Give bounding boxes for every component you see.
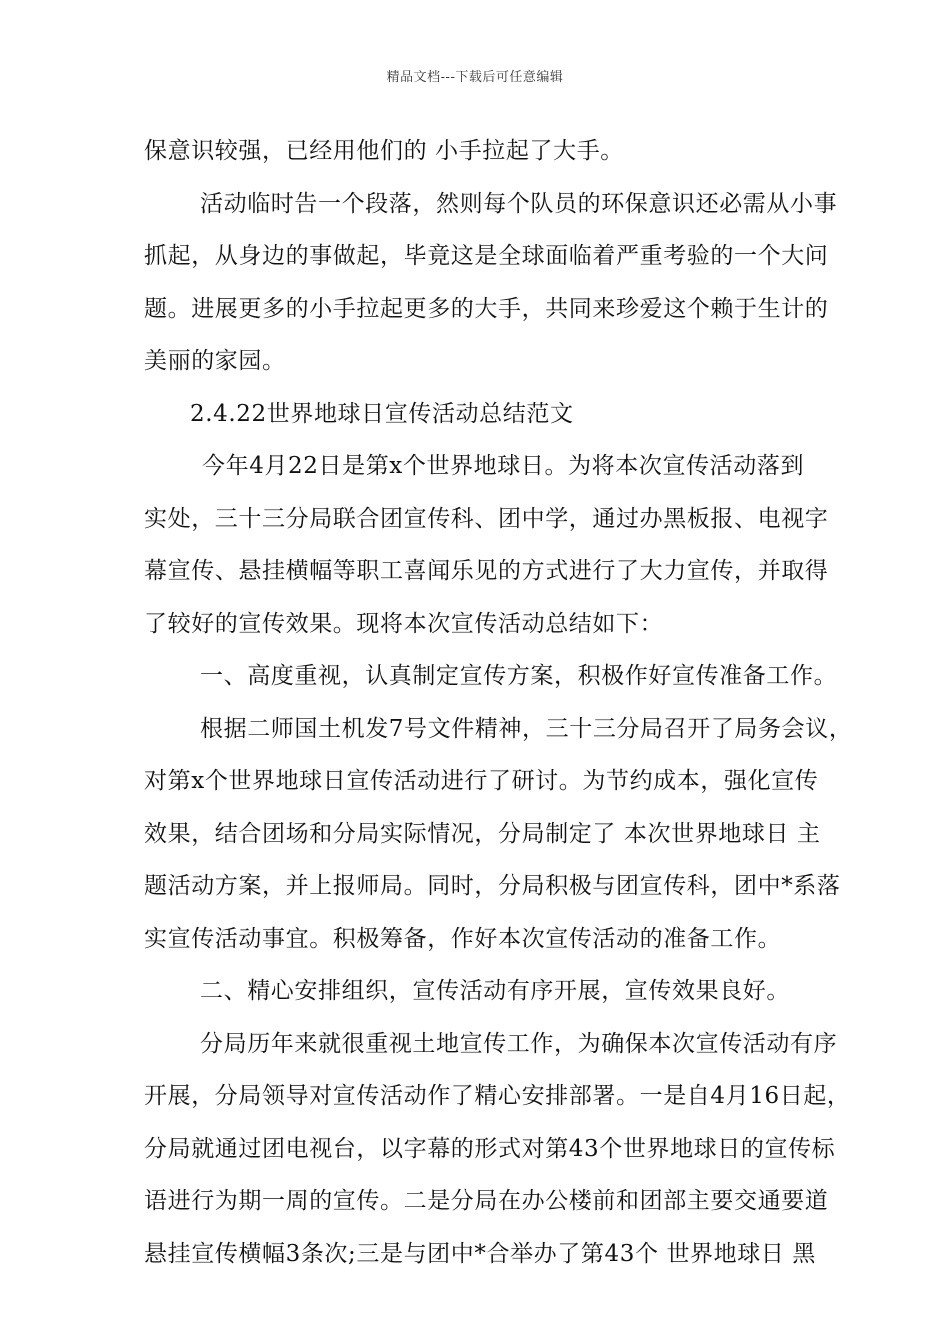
text-line: 悬挂宣传横幅3条次;三是与团中*合举办了第43个 世界地球日 黑 <box>144 1240 816 1267</box>
page-header: 精品文档---下载后可任意编辑 <box>386 70 564 85</box>
subheading: 一、高度重视，认真制定宣传方案，积极作好宣传准备工作。 <box>200 663 838 689</box>
text-line: 分局历年来就很重视土地宣传工作，为确保本次宣传活动有序 <box>200 1030 838 1057</box>
text-line: 抓起，从身边的事做起，毕竟这是全球面临着严重考验的一个大问 <box>144 243 829 269</box>
text-line: 了较好的宣传效果。现将本次宣传活动总结如下： <box>144 610 664 637</box>
text-line: 效果，结合团场和分局实际情况，分局制定了 本次世界地球日 主 <box>144 820 821 847</box>
text-line: 保意识较强，已经用他们的 小手拉起了大手。 <box>144 138 624 164</box>
body-text <box>144 125 853 1280</box>
text-line: 今年4月22日是第x个世界地球日。为将本次宣传活动落到 <box>202 453 805 479</box>
text-line: 幕宣传、悬挂横幅等职工喜闻乐见的方式进行了大力宣传，并取得 <box>144 558 829 584</box>
text-line: 语进行为期一周的宣传。二是分局在办公楼前和团部主要交通要道 <box>144 1188 829 1214</box>
text-line: 对第x个世界地球日宣传活动进行了研讨。为节约成本，强化宣传 <box>144 768 819 794</box>
text-line: 分局就通过团电视台，以字幕的形式对第43个世界地球日的宣传标 <box>144 1135 836 1162</box>
section-heading: 2.4.22世界地球日宣传活动总结范文 <box>190 400 574 427</box>
text-line: 开展，分局领导对宣传活动作了精心安排部署。一是自4月16日起， <box>144 1083 851 1109</box>
text-line: 题活动方案，并上报师局。同时，分局积极与团宣传科，团中*系落 <box>144 873 841 899</box>
text-line: 题。进展更多的小手拉起更多的大手，共同来珍爱这个赖于生计的 <box>144 295 829 322</box>
text-line: 实宣传活动事宜。积极筹备，作好本次宣传活动的准备工作。 <box>144 925 782 952</box>
text-line: 根据二师国土机发7号文件精神，三十三分局召开了局务会议， <box>200 715 853 742</box>
subheading: 二、精心安排组织，宣传活动有序开展，宣传效果良好。 <box>200 978 790 1004</box>
text-line: 美丽的家园。 <box>144 348 286 374</box>
text-line: 活动临时告一个段落，然则每个队员的环保意识还必需从小事 <box>200 190 838 217</box>
text-line: 实处，三十三分局联合团宣传科、团中学，通过办黑板报、电视字 <box>144 505 829 532</box>
